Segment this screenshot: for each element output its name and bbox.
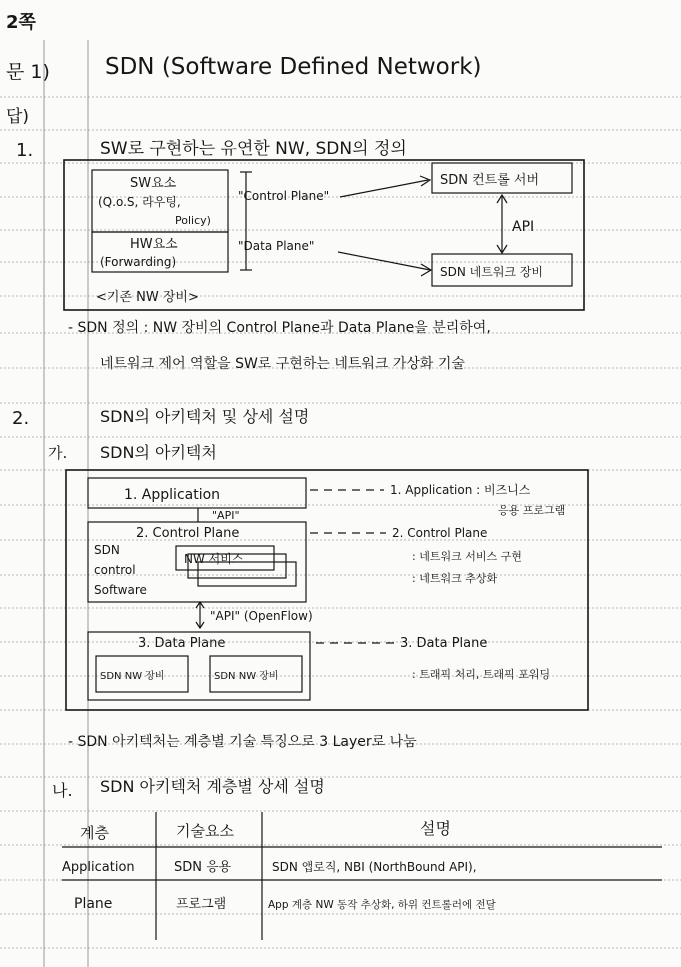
hw-element-detail: (Forwarding) — [100, 255, 177, 269]
api-openflow-label: "API" (OpenFlow) — [210, 609, 313, 623]
sdn-control-software-2: control — [94, 563, 136, 577]
note-control-sub-2: : 네트워크 추상화 — [412, 572, 498, 585]
dp-device-2-label: SDN NW 장비 — [214, 671, 279, 682]
sdn-control-software-3: Software — [94, 583, 147, 597]
table-header-tech: 기술요소 — [176, 822, 234, 840]
sw-element-policy: Policy) — [175, 214, 211, 227]
table-header-layer: 계층 — [80, 824, 109, 842]
table-row-1-layer: Application — [62, 860, 135, 875]
subsection-a-number: 가. — [48, 444, 68, 462]
section-1-number: 1. — [16, 140, 34, 161]
sdn-device-label: SDN 네트워크 장비 — [440, 265, 544, 279]
page-label: 2쪽 — [6, 12, 36, 33]
data-plane-box-label: 3. Data Plane — [138, 636, 226, 651]
note-control-sub-1: : 네트워크 서비스 구현 — [412, 550, 522, 563]
answer-label: 답) — [6, 107, 30, 127]
note-control-title: 2. Control Plane — [392, 526, 488, 540]
data-plane-label: "Data Plane" — [238, 239, 315, 253]
sdn-control-software-1: SDN — [94, 543, 120, 557]
architecture-summary: - SDN 아키텍처는 계층별 기술 특징으로 3 Layer로 나눔 — [68, 734, 417, 750]
subsection-b-heading: SDN 아키텍처 계층별 상세 설명 — [100, 777, 325, 796]
legacy-device-label: <기존 NW 장비> — [96, 290, 199, 305]
sw-element-detail: (Q.o.S, 라우팅, — [98, 195, 181, 209]
table-row-1-desc: SDN 앱로직, NBI (NorthBound API), — [272, 860, 477, 874]
subsection-a-heading: SDN의 아키텍처 — [100, 443, 217, 462]
table-row-2-layer: Plane — [74, 896, 113, 912]
dp-device-1-label: SDN NW 장비 — [100, 671, 165, 682]
section-1-heading: SW로 구현하는 유연한 NW, SDN의 정의 — [100, 139, 407, 159]
table-row-2-tech: 프로그램 — [176, 897, 227, 912]
sdn-controller-label: SDN 컨트롤 서버 — [440, 173, 540, 188]
api-label: API — [512, 219, 535, 235]
control-plane-box-label: 2. Control Plane — [136, 526, 240, 541]
sw-element-title: SW요소 — [130, 176, 177, 191]
hw-element-title: HW요소 — [130, 237, 178, 252]
section-2-heading: SDN의 아키텍처 및 상세 설명 — [100, 407, 310, 426]
question-number: 문 1) — [6, 61, 50, 83]
application-box-label: 1. Application — [124, 487, 221, 503]
note-data-title: 3. Data Plane — [400, 636, 488, 651]
note-application-sub: 응용 프로그램 — [498, 504, 566, 517]
sdn-definition-line-1: - SDN 정의 : NW 장비의 Control Plane과 Data Plane을 분리하여, — [68, 320, 491, 336]
note-application-title: 1. Application : 비즈니스 — [390, 483, 531, 497]
api-top-label: "API" — [212, 509, 240, 522]
nw-service-label: NW 서비스 — [184, 552, 244, 566]
table-row-1-tech: SDN 응용 — [174, 860, 232, 875]
section-2-number: 2. — [12, 408, 30, 429]
table-header-desc: 설명 — [420, 819, 451, 838]
subsection-b-number: 나. — [52, 781, 73, 800]
question-title: SDN (Software Defined Network) — [105, 54, 482, 80]
table-row-2-desc: App 계층 NW 동작 추상화, 하위 컨트롤러에 전달 — [268, 899, 496, 911]
sdn-definition-line-2: 네트워크 제어 역할을 SW로 구현하는 네트워크 가상화 기술 — [100, 356, 465, 372]
control-plane-label: "Control Plane" — [238, 189, 330, 203]
note-data-sub: : 트래픽 처리, 트래픽 포워딩 — [412, 668, 551, 681]
